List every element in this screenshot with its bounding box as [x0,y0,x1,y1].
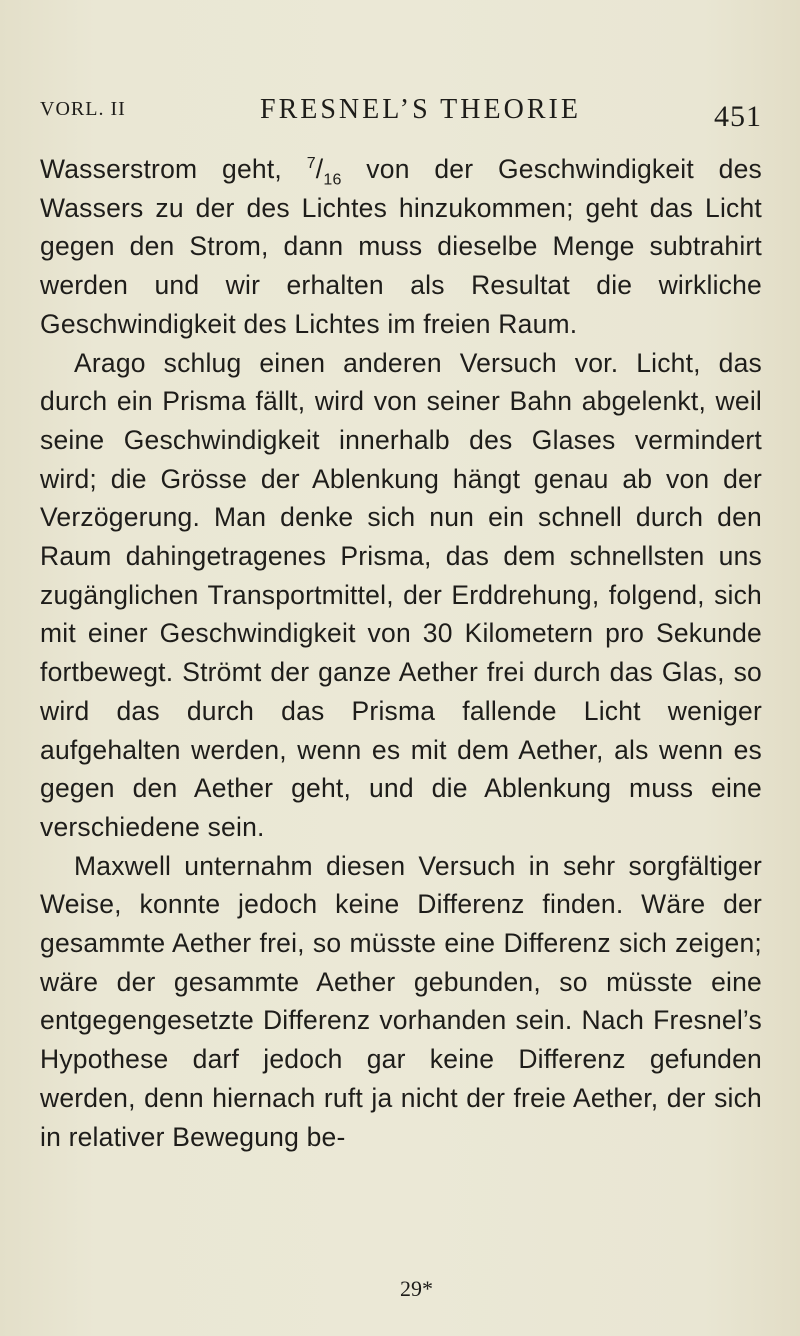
body-text [40,150,762,1156]
chapter-title: FRESNEL’S THEORIE [260,94,581,125]
signature-mark: 29* [400,1276,433,1301]
paragraph: Arago schlug einen anderen Versuch vor. Licht, das durch ein Prisma fällt, wird von seiner Bahn abgelenkt, weil seine Geschwindigkeit innerhalb des Glases vermindert wird; die Grösse der Ablenkung hängt genau ab von der Verzögerung. Man denke sich nun ein schnell durch den Raum dahingetragenes Prisma, das dem schnellsten uns zugänglichen Transportmittel, der Erddrehung, folgend, sich mit einer Geschwindigkeit von 30 Kilometern pro Sekunde fortbewegt. Strömt der ganze Aether frei durch das Glas, so wird das durch das Prisma fallende Licht weniger aufgehalten werden, wenn es mit dem Aether, als wenn es gegen den Aether geht, und die Ablenkung muss eine verschiedene sein. [40,347,762,842]
paragraph-lead: Wasserstrom geht, [40,154,307,184]
paragraph [40,150,762,344]
volume-label: VORL. II [40,98,126,120]
fraction-denominator: 16 [323,171,342,189]
page-number: 451 [714,100,762,133]
paragraph: Maxwell unternahm diesen Versuch in sehr sorgfältiger Weise, konnte jedoch keine Differenz finden. Wäre der gesammte Aether frei, so müsste eine Differenz sich zeigen; wäre der gesammte Aether gebunden, so müsste eine entgegengesetzte Differenz vorhanden sein. Nach Fresnel’s Hypothese darf jedoch gar keine Differenz gefunden werden, denn hiernach ruft ja nicht der freie Aether, der sich in relativer Bewegung be- [40,850,762,1152]
fraction-numerator: 7 [306,155,316,173]
fraction: $^7/_{16}$ [306,154,342,189]
paragraph-text: von der Geschwindigkeit des Wassers zu der des Lichtes hinzukommen; geht das Licht gegen den Strom, dann muss dieselbe Menge subtrahirt werden und wir erhalten als Resultat die wirkliche Geschwindigkeit des Lichtes im freien Raum. [40,154,763,339]
running-header [40,94,762,134]
